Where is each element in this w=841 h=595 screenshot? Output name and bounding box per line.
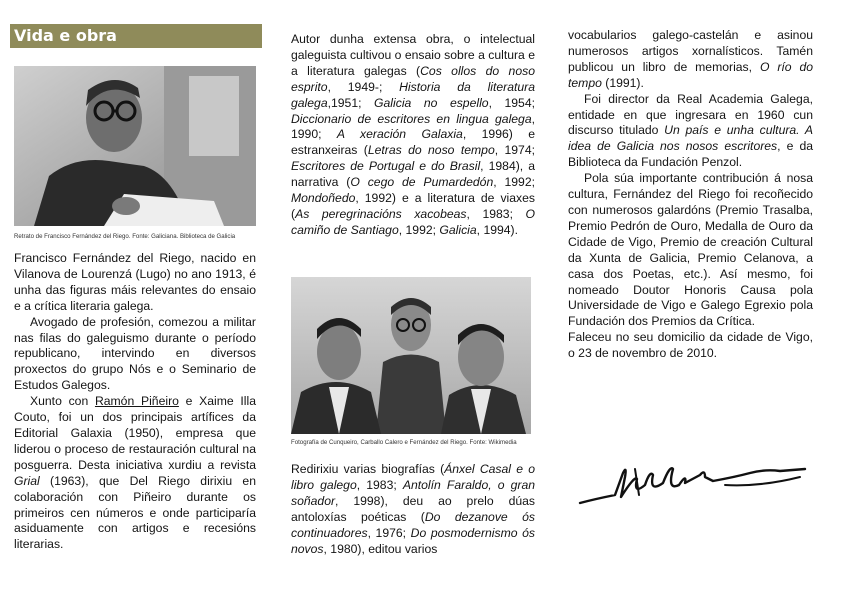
section-title: Vida e obra — [10, 24, 262, 48]
group-photo — [291, 277, 531, 434]
work-title: Diccionario de escritores en lingua galega — [291, 111, 532, 126]
text: , 1980), editou varios — [323, 541, 438, 556]
text: vocabularios galego-castelán e asinou numerosos artigos xornalísticos. Tamén publicou un libro de memorias, — [568, 28, 813, 74]
work-title: Escritores de Portugal e do Brasil — [291, 159, 481, 174]
text: Autor dunha extensa obra, o intelectual galeguista cultivou o ensaio sobre a cultura e a literatura galegas ( — [291, 32, 535, 78]
bio-paragraph-2: Avogado de profesión, comezou a militar nas filas do galeguismo durante o período republicano, intervindo en diversos proxectos do grupo Nós e o Seminario de Estudos Galegos. — [14, 314, 256, 393]
grial-title: Grial — [14, 473, 40, 488]
text: (1963), que Del Riego dirixiu en colaboración con Piñeiro durante os primeiros cen números e onde participaría asiduamente con artigos e recesións literarias. — [14, 473, 256, 552]
group-photo-caption: Fotografía de Cunqueiro, Carballo Calero e Fernández del Riego. Fonte: Wikimedia — [291, 439, 517, 446]
text: (1991). — [601, 75, 644, 90]
work-title: Ánxel Casal e o libro galego — [291, 462, 535, 492]
text: , 1983; — [466, 206, 526, 221]
text: Xunto con — [30, 394, 95, 409]
work-title: Cos ollos do noso esprito — [291, 63, 535, 94]
text: , 1990; — [291, 111, 535, 142]
text: , 1954; — [488, 95, 535, 110]
text: , 1992; — [398, 222, 440, 237]
death-paragraph: Faleceu no seu domicilio da cidade de Vigo, o 23 de novembro de 2010. — [568, 330, 813, 361]
work-title: Antolín Faraldo, o gran soñador — [291, 477, 536, 508]
text: e Xaime Illa Couto, foi un dos principais artífices da Editorial Galaxia (1950), empresa que liderou o proceso de restauración cultural na posguerra. Desta iniciativa xurdiu a revista — [14, 394, 256, 472]
work-title: Un país e unha cultura. A idea de Galicia nos nosos escritores — [568, 123, 813, 154]
signature-image — [575, 455, 815, 525]
biographies-paragraph — [291, 462, 535, 557]
bio-paragraph-1: Francisco Fernández del Riego, nacido en Vilanova de Lourenzá (Lugo) no ano 1913, é unha das figuras máis relevantes do ensaio e a crítica literaria galega. — [14, 251, 256, 313]
work-title: Do dezanove ós continuadores — [291, 509, 535, 540]
text: , 1949-; — [327, 79, 400, 94]
text: , 1992) e a literatura de viaxes ( — [291, 191, 535, 221]
bio-paragraph-3 — [14, 394, 256, 553]
work-title: Mondoñedo — [291, 191, 356, 206]
work-title: Do posmodernismo ós novos — [291, 525, 535, 556]
work-title: Galicia — [439, 222, 477, 237]
column-1 — [14, 251, 256, 553]
work-title: Letras do noso tempo — [367, 143, 495, 158]
awards-paragraph: Pola súa importante contribución á nosa cultura, Fernández del Riego foi recoñecido con numerosos galardóns (Premio Trasalba, Premio Pedrón de Ouro, Medalla de Ouro da Cidade de Vigo, Premio de creación Cultural da Xunta de Galicia, Premio Celanova, a casa dos Poetas, etc.). Así mesmo, foi nomeado Doutor Honoris Causa pola Universidade de Vigo e Galego Egrexio pola Fundación dos Premios da Crítica. — [568, 171, 813, 329]
work-title: Galicia no espello — [374, 95, 489, 110]
text: , 1984), a narrativa ( — [291, 159, 535, 190]
portrait-caption: Retrato de Francisco Fernández del Riego. Fonte: Galiciana. Biblioteca de Galicia — [14, 233, 236, 240]
work-title: O camiño de Santiago — [291, 206, 535, 237]
column-3 — [568, 28, 813, 362]
work-title: A xeración Galaxia — [336, 127, 463, 142]
works-paragraph — [291, 32, 535, 239]
portrait-photo — [14, 66, 256, 226]
text: , 1996) e estranxeiras ( — [291, 127, 535, 158]
work-title: As peregrinacións xacobeas — [295, 206, 467, 221]
text: ,1951; — [327, 95, 375, 110]
text: , e da Biblioteca da Fundación Penzol. — [568, 139, 813, 170]
academy-paragraph — [568, 92, 813, 172]
work-title: O río do tempo — [568, 59, 813, 90]
text: , 1983; — [356, 477, 403, 492]
text: , 1994). — [476, 222, 519, 237]
memoirs-paragraph — [568, 28, 813, 92]
text: , 1974; — [494, 143, 535, 158]
ramon-pineiro-link[interactable]: Ramón Piñeiro — [94, 394, 179, 409]
text: Foi director da Real Academia Galega, entidade en que ingresara en 1960 cun discurso titulado — [568, 91, 813, 138]
text: Redirixiu varias biografías ( — [291, 462, 445, 476]
text: , 1992; — [493, 175, 535, 190]
text: , 1976; — [367, 525, 411, 540]
column-2-top — [291, 32, 535, 239]
work-title: Historia da literatura galega — [291, 79, 535, 110]
text: , 1998), deu ao prelo dúas antoloxías poéticas ( — [291, 493, 535, 524]
work-title: O cego de Pumardedón — [350, 175, 494, 190]
column-2-bottom — [291, 462, 535, 557]
